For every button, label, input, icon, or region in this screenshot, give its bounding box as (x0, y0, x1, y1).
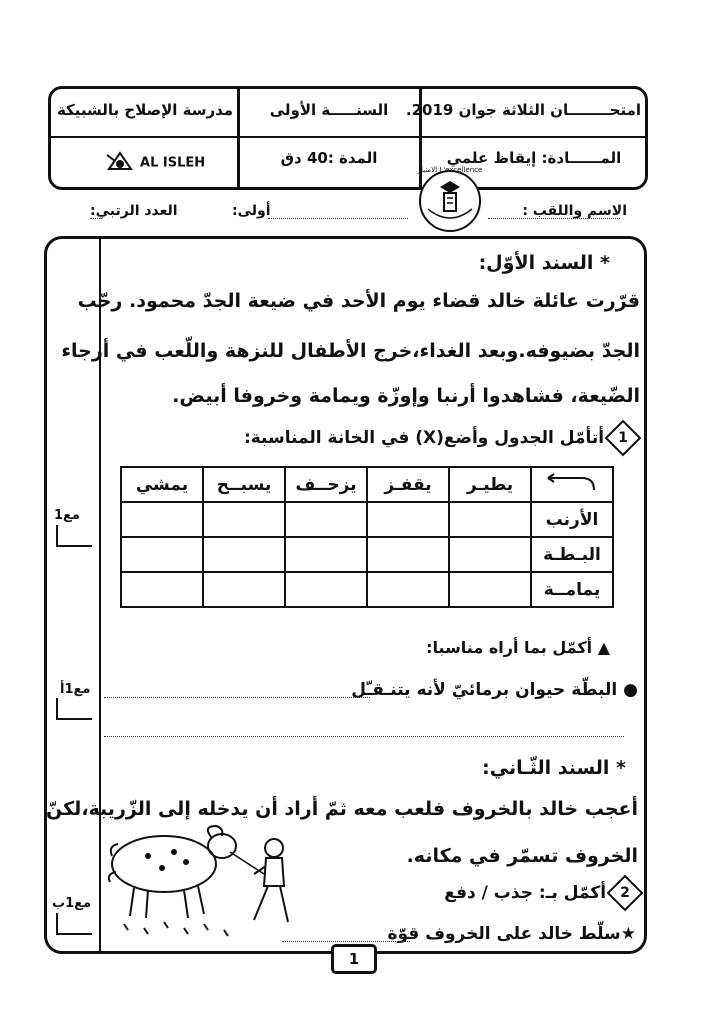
number-field[interactable] (90, 218, 102, 219)
q1-instruction-text: أتأمّل الجدول وأضع(X) في الخانة المناسبة: (243, 428, 605, 448)
number-label: العدد الرتبي: (90, 203, 178, 219)
subject-label: المــــــادة: إيقاظ علمي (446, 149, 622, 167)
q1-instruction (244, 425, 636, 451)
boy-pulling-sheep-illustration (104, 816, 304, 940)
answer-cell[interactable] (285, 572, 367, 607)
q1-number-badge: 1 (605, 420, 642, 457)
sheep-illustration-icon (104, 816, 304, 940)
excellence-logo (414, 165, 486, 235)
answer-line[interactable] (282, 941, 410, 942)
corner-arrow-icon (542, 470, 602, 494)
answer-cell[interactable] (285, 537, 367, 572)
q2-number-badge: 2 (607, 875, 644, 912)
answer-cell[interactable] (121, 537, 203, 572)
row-header: الأرنب (531, 502, 613, 537)
answer-cell[interactable] (449, 572, 531, 607)
answer-line[interactable] (104, 736, 624, 737)
answer-cell[interactable] (121, 502, 203, 537)
bullet-icon: ● (623, 680, 638, 700)
answer-cell[interactable] (367, 537, 449, 572)
header-divider (237, 89, 240, 187)
name-label: الاسم واللقب : (522, 203, 627, 219)
mark-label: مع1 (54, 508, 80, 523)
classification-table (120, 466, 614, 608)
class-label: أولى: (232, 203, 271, 219)
school-logo-text: AL ISLEH (140, 155, 206, 171)
section1-title: * السند الأوّل: (478, 252, 610, 274)
mark-label: مع1أ (60, 682, 91, 697)
q2-instruction (444, 880, 638, 906)
row-header: البـطـة (531, 537, 613, 572)
page-number: 1 (331, 944, 377, 974)
answer-line[interactable] (104, 697, 370, 698)
header-divider (51, 136, 645, 138)
grade-label: السنـــــة الأولى (269, 101, 389, 119)
answer-cell[interactable] (121, 572, 203, 607)
school-logo-icon (105, 149, 135, 175)
exam-header (48, 86, 648, 190)
col-header: يقفـز (367, 467, 449, 502)
complete-sentence-text: البطّة حيوان برمائيّ لأنه يتنـقـّل (351, 680, 618, 700)
answer-cell[interactable] (449, 537, 531, 572)
name-field[interactable] (488, 218, 620, 219)
school-name: مدرسة الإصلاح بالشبيكة (56, 101, 234, 119)
section1-line2: الجدّ بضيوفه.وبعد الغداء،خرج الأطفال للنزهة واللّعب في أرجاء (61, 340, 640, 362)
row-header: يمامــة (531, 572, 613, 607)
school-logo (95, 149, 215, 175)
answer-cell[interactable] (203, 502, 285, 537)
answer-cell[interactable] (449, 502, 531, 537)
mark-box[interactable] (56, 698, 92, 720)
answer-cell[interactable] (203, 537, 285, 572)
col-header: يمشي (121, 467, 203, 502)
answer-cell[interactable] (203, 572, 285, 607)
section2-line2: الخروف تسمّر في مكانه. (406, 845, 638, 867)
duration-label: المدة :40 دق (280, 149, 378, 167)
mark-box[interactable] (56, 525, 92, 547)
q2-instruction-text: أكمّل بـ: جذب / دفع (444, 883, 607, 903)
complete-instruction: ▲ أكمّل بما أراه مناسبا: (426, 638, 610, 657)
q2-sentence: ★سلّط خالد على الخروف قوّة (387, 924, 636, 944)
answer-cell[interactable] (285, 502, 367, 537)
mark-box[interactable] (56, 913, 92, 935)
col-header: يسبــح (203, 467, 285, 502)
excellence-logo-text: الامتياز L'excellence (417, 166, 483, 174)
excellence-emblem-icon (414, 165, 486, 235)
complete-sentence (351, 680, 638, 700)
answer-cell[interactable] (367, 572, 449, 607)
section1-line3: الضّيعة، فشاهدوا أرنبا وإوزّة ويمامة وخروفا أبيض. (172, 385, 640, 407)
col-header: يزحــف (285, 467, 367, 502)
section2-line1: أعجب خالد بالخروف فلعب معه ثمّ أراد أن يدخله إلى الزّريبة،لكنّ (46, 798, 638, 820)
col-header: يطيـر (449, 467, 531, 502)
section2-title: * السند الثّـاني: (482, 757, 626, 779)
exam-title: امتحــــــــان الثلاثة جوان 2019. (405, 101, 641, 119)
class-field[interactable] (268, 218, 408, 219)
section1-line1: قرّرت عائلة خالد قضاء يوم الأحد في ضيعة الجدّ محمود. رحّب (77, 290, 640, 312)
table-corner (531, 467, 613, 502)
answer-cell[interactable] (367, 502, 449, 537)
mark-label: مع1ب (52, 896, 92, 911)
